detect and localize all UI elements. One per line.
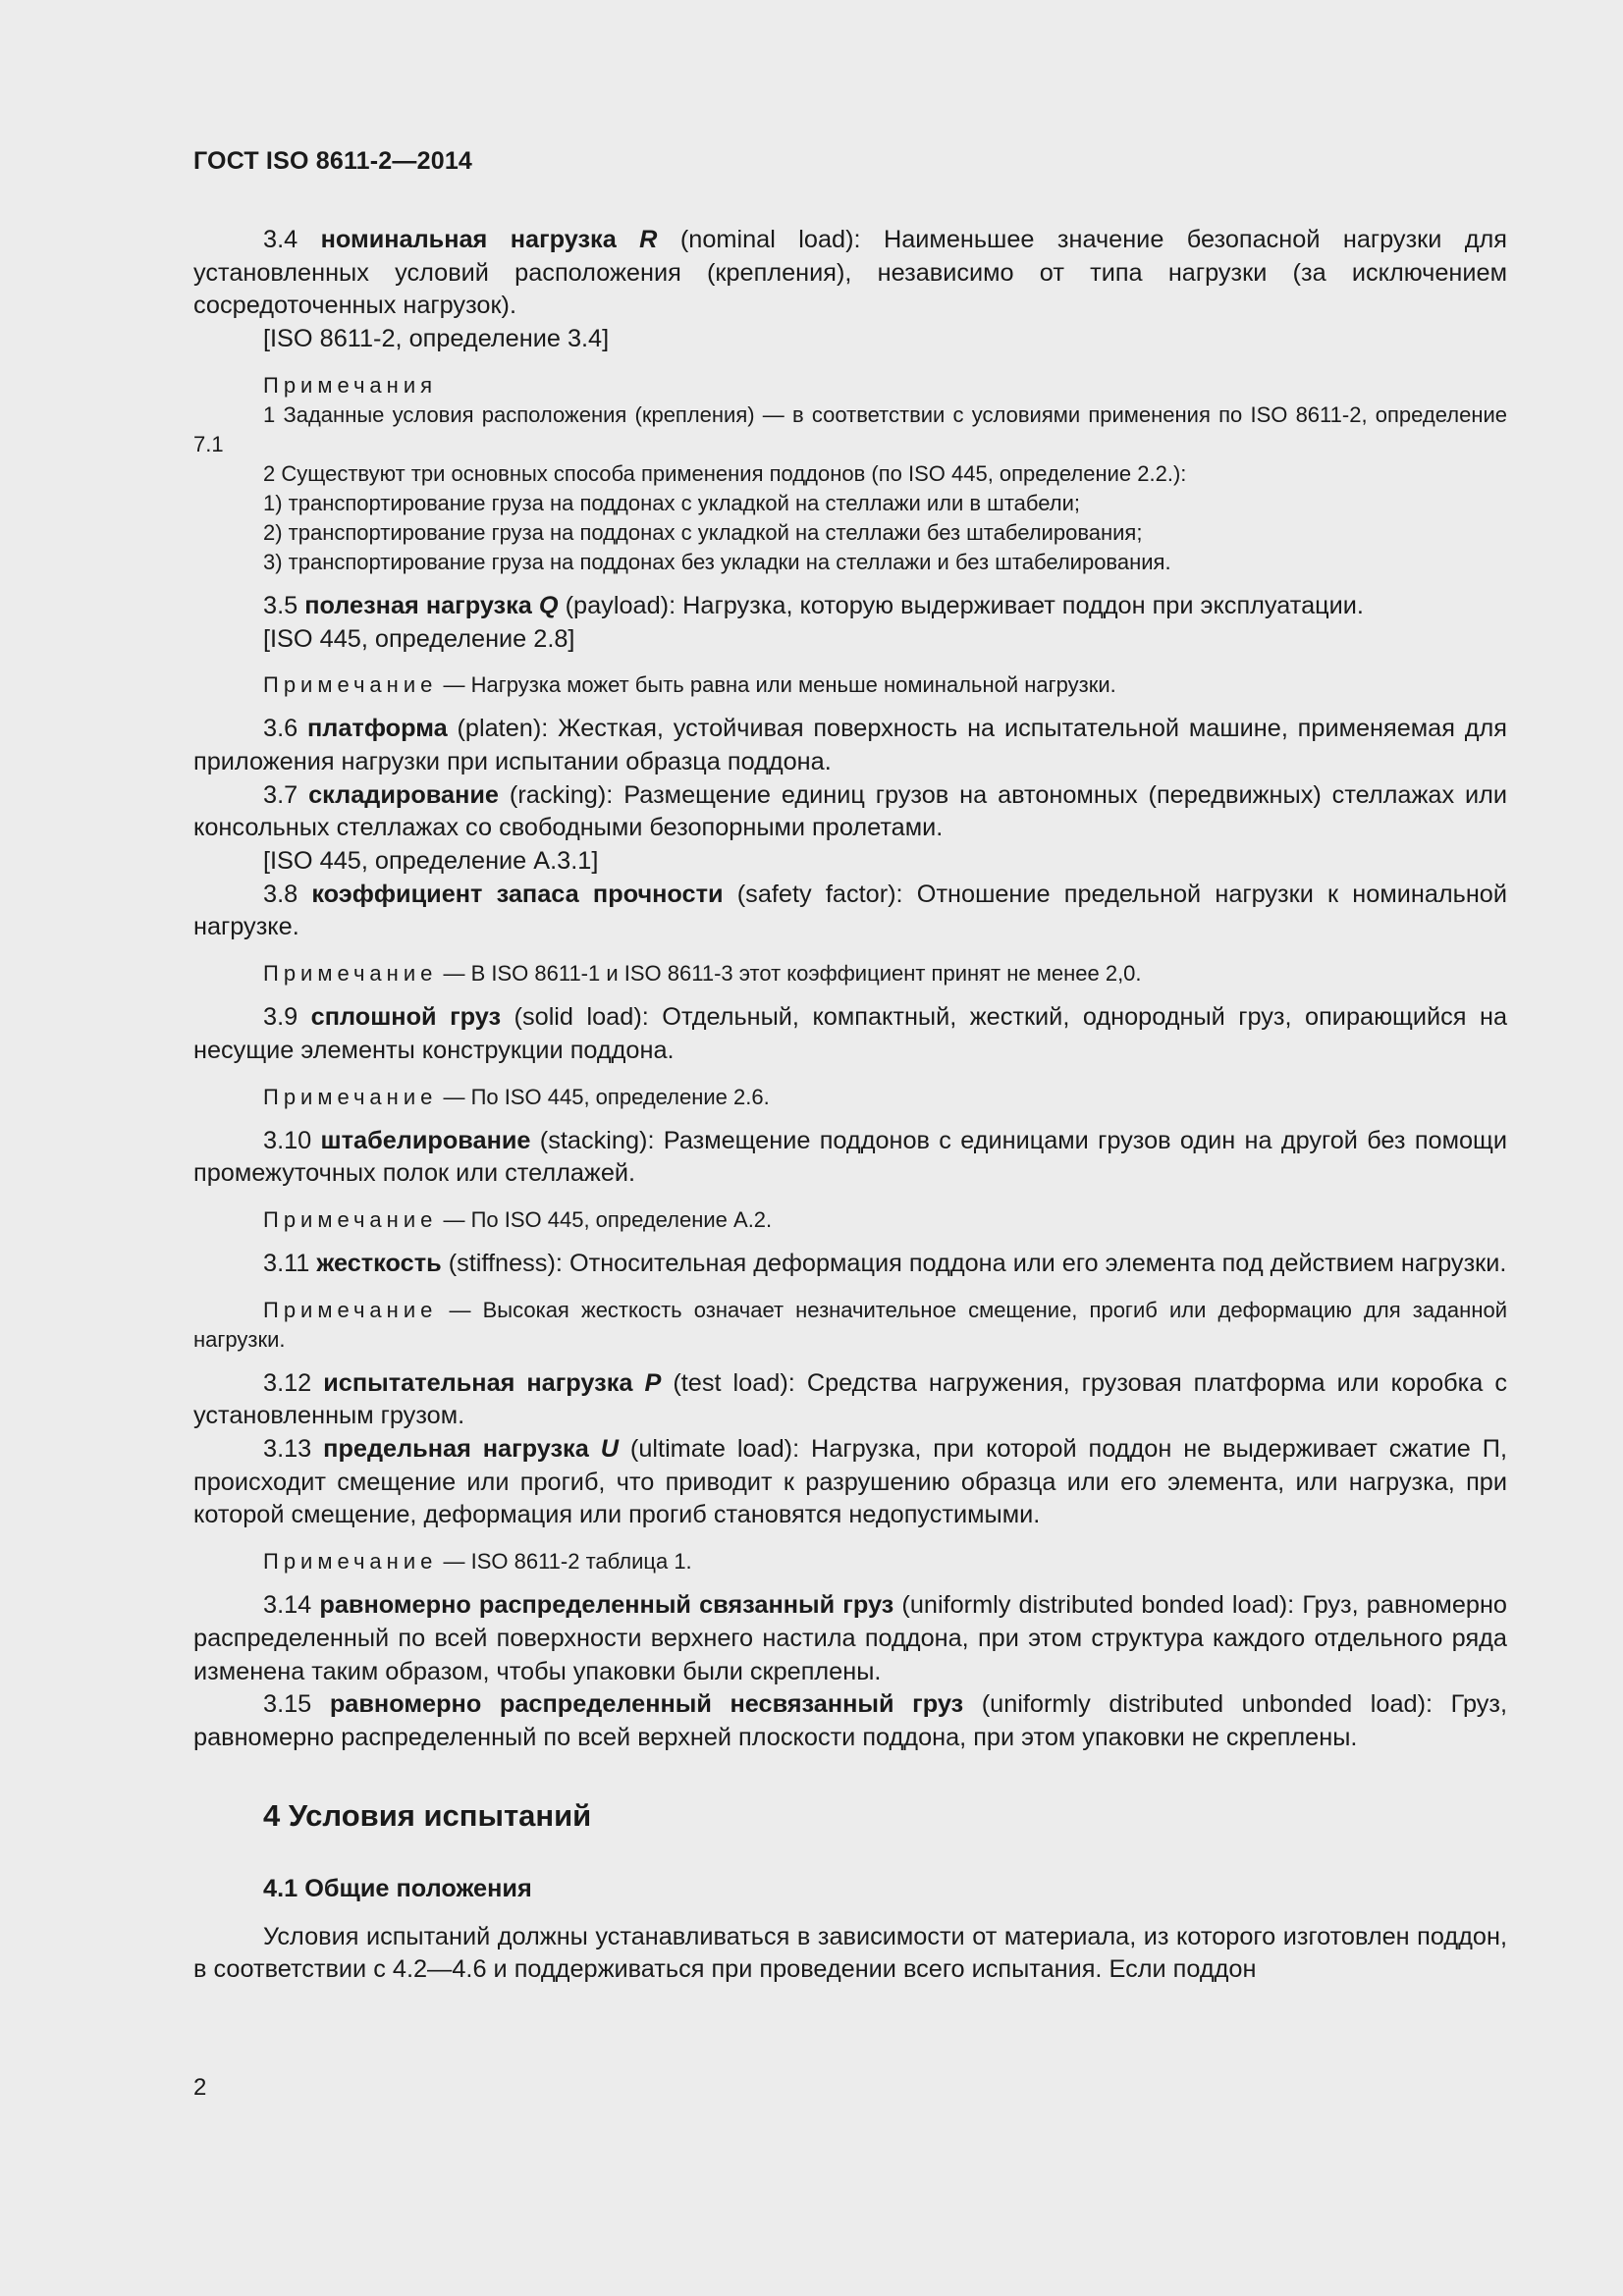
reference: [ISO 445, определение 2.8] <box>263 624 575 653</box>
note-text: — Нагрузка может быть равна или меньше номинальной нагрузки. <box>443 672 1116 698</box>
note-label: Примечание <box>263 1206 438 1232</box>
term-definition: Нагрузка, которую выдерживает поддон при эксплуатации. <box>682 591 1364 619</box>
term-name: предельная нагрузка <box>323 1435 589 1464</box>
term-definition: Отдельный, компактный, жесткий, однородный груз, опирающийся на несущие элементы конструкции поддона. <box>193 1003 1508 1064</box>
note-text: — В ISO 8611-1 и ISO 8611-3 этот коэффициент принят не менее 2,0. <box>443 961 1142 987</box>
term-3-15 <box>193 1688 1507 1754</box>
term-definition: Наименьшее значение безопасной нагрузки для установленных условий расположения (крепления), независимо от типа нагрузки (за исключением сосредоточенных нагрузок). <box>193 226 1507 320</box>
note-label: Примечание <box>263 1084 438 1109</box>
note-3-10 <box>193 1205 1507 1235</box>
note-label: Примечание <box>263 1297 438 1322</box>
term-english: (stacking): <box>539 1126 655 1154</box>
term-3-5-reference <box>193 623 1507 657</box>
term-number: 3.10 <box>263 1126 312 1154</box>
term-name: сплошной груз <box>310 1003 502 1032</box>
term-number: 3.4 <box>263 226 298 253</box>
term-english: (nominal load): <box>679 226 861 253</box>
term-number: 3.9 <box>263 1003 298 1032</box>
term-name: коэффициент запаса прочности <box>311 880 724 908</box>
term-3-10 <box>193 1125 1507 1191</box>
term-english: (safety factor): <box>736 880 903 908</box>
term-definition: Нагрузка, при которой поддон не выдерживает сжатие П, происходит смещение или прогиб, что приводит к разрушению образца или его элемента, или нагрузка, при которой смещение, деформация или прогиб становятся недопустимыми. <box>193 1435 1507 1529</box>
term-3-13 <box>193 1433 1507 1532</box>
note-2: 2 Существуют три основных способа применения поддонов (по ISO 445, определение 2.2.): <box>263 460 1187 486</box>
note-text: — По ISO 445, определение 2.6. <box>443 1084 770 1109</box>
term-3-8 <box>193 879 1507 944</box>
term-name: складирование <box>308 780 499 809</box>
term-3-14 <box>193 1589 1507 1688</box>
term-english: (payload): <box>565 591 676 619</box>
document-header: ГОСТ ISO 8611-2—2014 <box>193 147 473 175</box>
section-heading: 4 Условия испытаний <box>263 1797 592 1833</box>
term-english: (racking): <box>509 780 614 809</box>
notes-heading <box>193 371 1507 400</box>
term-english: (uniformly distributed bonded load): <box>901 1591 1295 1620</box>
note-text: — Высокая жесткость означает незначительное смещение, прогиб или деформацию для заданной нагрузки. <box>193 1297 1507 1352</box>
note-text: — ISO 8611-2 таблица 1. <box>443 1549 692 1575</box>
list-item: 2) транспортирование груза на поддонах с укладкой на стеллажи без штабелирования; <box>263 519 1143 545</box>
note-2-list <box>193 489 1507 577</box>
section-4-1-body: Условия испытаний должны устанавливаться в зависимости от материала, из которого изготовлен поддон, в соответствии с 4.2—4.6 и поддерживаться при проведении всего испытания. Если поддон <box>193 1922 1507 1984</box>
term-3-7 <box>193 779 1507 845</box>
term-name: равномерно распределенный связанный груз <box>319 1591 894 1620</box>
term-symbol: R <box>639 226 658 253</box>
term-definition: Средства нагружения, грузовая платформа или коробка с установленным грузом. <box>193 1368 1508 1430</box>
term-3-6 <box>193 713 1507 778</box>
term-number: 3.14 <box>263 1591 312 1620</box>
term-english: (ultimate load): <box>629 1435 800 1464</box>
term-3-11 <box>193 1248 1507 1281</box>
term-number: 3.15 <box>263 1690 312 1719</box>
term-name: платформа <box>307 715 448 743</box>
note-label: Примечание <box>263 672 438 698</box>
term-name: испытательная нагрузка <box>323 1368 633 1397</box>
term-english: (solid load): <box>514 1003 649 1032</box>
term-name: номинальная нагрузка <box>320 226 617 253</box>
term-definition: Относительная деформация поддона или его элемента под действием нагрузки. <box>568 1249 1507 1277</box>
term-3-9 <box>193 1001 1507 1067</box>
term-definition: Размещение единиц грузов на автономных (передвижных) стеллажах или консольных стеллажах со свободными безопорными пролетами. <box>193 780 1508 842</box>
term-english: (uniformly distributed unbonded load): <box>981 1690 1434 1719</box>
term-3-4-reference <box>193 323 1507 356</box>
term-3-7-reference <box>193 845 1507 879</box>
note-label: Примечание <box>263 1549 438 1575</box>
term-definition: Груз, равномерно распределенный по всей поверхности верхнего настила поддона, при этом структура каждого отдельного ряда изменена таким образом, чтобы упаковки были скреплены. <box>193 1591 1507 1685</box>
note-3-8 <box>193 959 1507 988</box>
note-3-5 <box>193 670 1507 700</box>
term-number: 3.8 <box>263 880 298 908</box>
note-label: Примечание <box>263 961 438 987</box>
term-english: (stiffness): <box>448 1249 563 1277</box>
note-1: 1 Заданные условия расположения (крепления) — в соответствии с условиями применения по ISO 8611-2, определение 7.1 <box>193 401 1507 456</box>
page-number: 2 <box>193 2074 207 2101</box>
term-name: жесткость <box>316 1249 442 1277</box>
notes-label: Примечания <box>263 372 438 398</box>
term-number: 3.11 <box>263 1249 310 1277</box>
term-symbol: U <box>600 1435 619 1464</box>
note-text: — По ISO 445, определение А.2. <box>443 1206 773 1232</box>
term-definition: Отношение предельной нагрузки к номинальной нагрузке. <box>193 880 1507 941</box>
subsection-heading: 4.1 Общие положения <box>263 1874 532 1902</box>
term-definition: Жесткая, устойчивая поверхность на испытательной машине, применяемая для приложения нагрузки при испытании образца поддона. <box>193 715 1507 775</box>
term-english: (platen): <box>457 715 549 743</box>
list-item: 3) транспортирование груза на поддонах без укладки на стеллажи и без штабелирования. <box>263 549 1171 574</box>
term-name: равномерно распределенный несвязанный груз <box>329 1690 964 1719</box>
note-3-13 <box>193 1547 1507 1576</box>
term-number: 3.5 <box>263 591 298 619</box>
term-definition: Груз, равномерно распределенный по всей верхней плоскости поддона, при этом упаковки не скреплены. <box>193 1690 1508 1751</box>
term-symbol: Q <box>538 591 559 619</box>
reference: [ISO 445, определение А.3.1] <box>263 847 599 876</box>
term-number: 3.12 <box>263 1368 312 1397</box>
note-3-11 <box>193 1296 1507 1355</box>
term-english: (test load): <box>673 1368 795 1397</box>
term-number: 3.13 <box>263 1435 312 1464</box>
term-3-4 <box>193 224 1507 323</box>
list-item: 1) транспортирование груза на поддонах с укладкой на стеллажи или в штабели; <box>263 490 1080 515</box>
reference: [ISO 8611-2, определение 3.4] <box>263 325 610 353</box>
document-body <box>193 224 1507 1987</box>
term-definition: Размещение поддонов с единицами грузов один на другой без помощи промежуточных полок или стеллажей. <box>193 1126 1507 1188</box>
term-number: 3.6 <box>263 715 298 743</box>
term-3-12 <box>193 1367 1507 1433</box>
term-name: полезная нагрузка <box>304 591 532 619</box>
term-symbol: P <box>644 1368 662 1397</box>
term-number: 3.7 <box>263 780 298 809</box>
note-3-9 <box>193 1083 1507 1112</box>
term-3-5 <box>193 590 1507 623</box>
term-name: штабелирование <box>320 1126 531 1154</box>
